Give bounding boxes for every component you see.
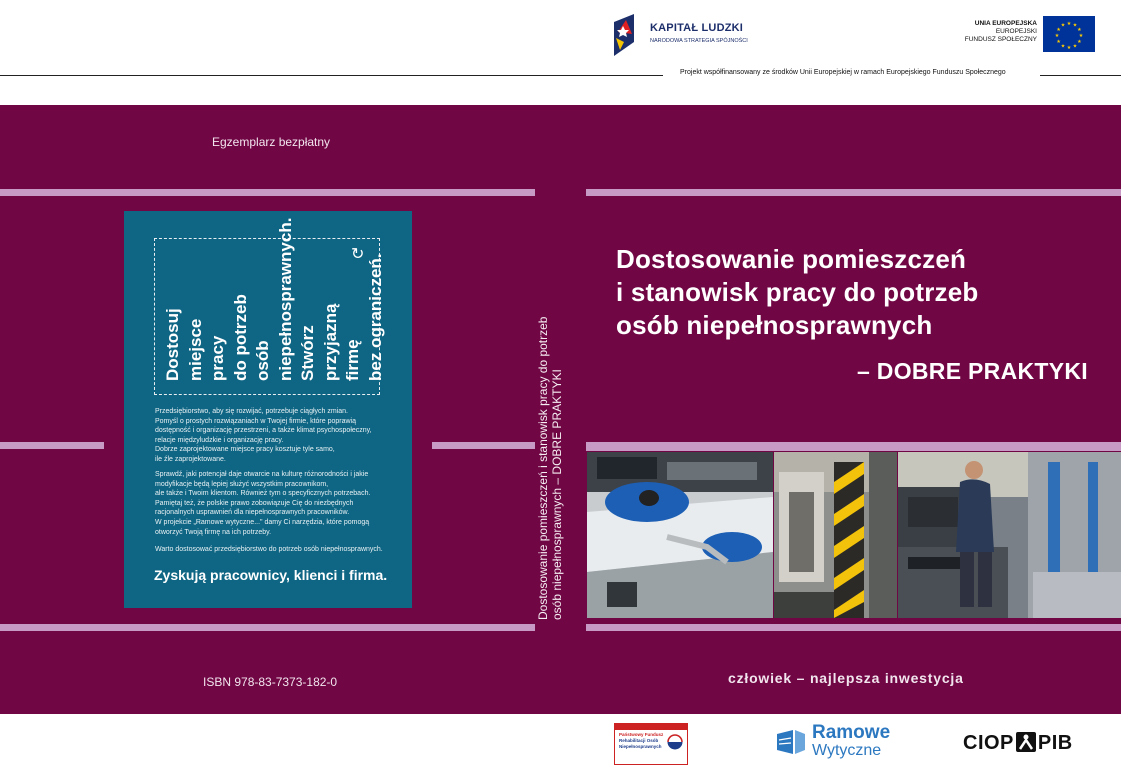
headline-line: miejsce [185, 318, 205, 381]
paragraph-line: ale także i Twoim klientom. Również tym o specyficznych potrzebach. [155, 490, 371, 498]
svg-text:★: ★ [1066, 21, 1072, 27]
paragraph-line: Dobrze zaprojektowane miejsce pracy kosztuje tyle samo, [155, 446, 335, 454]
back-cover-panel [124, 211, 412, 608]
eu-label [965, 20, 1037, 44]
headline-line: do potrzeb [230, 294, 250, 381]
band-bottom-right [586, 624, 1121, 631]
isbn: ISBN 978-83-7373-182-0 [203, 675, 338, 689]
svg-text:★: ★ [1060, 22, 1066, 29]
svg-text:★: ★ [1078, 33, 1084, 39]
ciop-person-icon [1016, 732, 1036, 752]
headline-line: niepełnosprawnych. [275, 217, 295, 381]
pfron-logo [614, 723, 688, 765]
band-mid-left [0, 442, 104, 449]
svg-text:★: ★ [1077, 27, 1082, 33]
title-line: i stanowisk pracy do potrzeb [616, 277, 979, 307]
book-title [616, 243, 978, 342]
header-rule-right [1040, 75, 1121, 76]
paragraph-line: relacje międzyludzkie i organizację pracy. [155, 436, 284, 444]
paragraph-line: Pomyśl o prostych rozwiązaniach w Twojej firmie, które poprawią [155, 417, 357, 425]
panel-paragraph-1 [155, 407, 387, 465]
ramowe-wytyczne-title: Ramowe [812, 722, 891, 743]
band-mid-center [432, 442, 535, 449]
panel-paragraph-2 [155, 470, 387, 537]
photo-office-desk [587, 452, 773, 618]
headline-line: osób [253, 340, 272, 381]
free-copy-label: Egzemplarz bezpłatny [212, 135, 331, 149]
refresh-icon: ↻ [351, 246, 365, 263]
paragraph-line: W projekcie „Ramowe wytyczne..." damy Ci narzędzia, które pomogą [155, 518, 370, 526]
pfron-emblem-icon [667, 734, 683, 750]
svg-text:★: ★ [1056, 39, 1061, 45]
svg-text:★: ★ [1077, 39, 1082, 45]
spine-line-2: osób niepełnosprawnych – DOBRE PRAKTYKI [550, 369, 564, 620]
photo-workshop-column [774, 452, 897, 618]
svg-text:★: ★ [1066, 45, 1072, 51]
paragraph-line: Pamiętaj też, że polskie prawo zobowiązuje Cię do niezbędnych [155, 499, 354, 507]
eu-line-2: EUROPEJSKI [995, 28, 1037, 35]
paragraph-line: racjonalnych usprawnień dla niepełnosprawnych pracowników. [155, 509, 350, 517]
band-mid-right [586, 442, 1121, 451]
paragraph-line: Sprawdź, jaki potencjał daje otwarcie na kulturę różnorodności i jakie [155, 471, 369, 478]
headline-line: pracy [208, 335, 227, 381]
paragraph-line: Przedsiębiorstwo, aby się rozwijać, potrzebuje ciągłych zmian. [155, 408, 348, 415]
header-rule-left [0, 75, 663, 76]
pfron-text [619, 732, 663, 750]
band-top-right [586, 189, 1121, 196]
paragraph-line: modyfikacje będą lepiej służyć wszystkim pracownikom, [155, 480, 329, 488]
headline-line: firmę [343, 339, 362, 381]
headline-line: bez ograniczeń. [365, 253, 385, 381]
band-bottom-left [0, 624, 535, 631]
motto: człowiek – najlepsza inwestycja [728, 670, 964, 686]
svg-text:★: ★ [1054, 33, 1060, 39]
ciop-text: CIOP [963, 732, 1014, 754]
headline-line: Dostosuj [163, 308, 182, 381]
svg-text:★: ★ [1060, 43, 1066, 50]
eu-line-1: UNIA EUROPEJSKA [974, 20, 1037, 27]
band-top-left [0, 189, 535, 196]
pfron-line: Niepełnosprawnych [619, 744, 662, 749]
pib-text: PIB [1037, 732, 1073, 754]
pfron-line: Rehabilitacji Osób [619, 738, 659, 743]
kapital-ludzki-logo [612, 12, 638, 58]
photo-production-worker [898, 452, 1121, 618]
spine-text [536, 316, 564, 620]
spine-line-1: Dostosowanie pomieszczeń i stanowisk pracy do potrzeb [536, 316, 550, 620]
svg-text:★: ★ [1072, 43, 1078, 50]
book-subtitle: – DOBRE PRAKTYKI [857, 358, 1088, 384]
title-line: Dostosowanie pomieszczeń [616, 244, 967, 274]
pfron-bar [615, 724, 687, 730]
kapital-ludzki-title: KAPITAŁ LUDZKI [650, 22, 744, 34]
projekt-note: Projekt współfinansowany ze środków Unii Europejskiej w ramach Europejskiego Funduszu Społecznego [680, 69, 1006, 76]
svg-text:★: ★ [1072, 22, 1078, 29]
title-line: osób niepełnosprawnych [616, 310, 933, 340]
headline-line: przyjazną [320, 303, 340, 381]
panel-slogan: Zyskują pracownicy, klienci i firma. [154, 567, 388, 583]
paragraph-line: dostępność i organizację przestrzeni, a także klimat psychospołeczny, [155, 427, 372, 435]
ramowe-wytyczne-subtitle: Wytyczne [812, 742, 882, 759]
ramowe-wytyczne-icon [775, 726, 807, 758]
eu-flag-icon [1043, 16, 1095, 52]
paragraph-line: otworzyć Twoją firmę na ich potrzeby. [155, 528, 272, 536]
ciop-pib-logo [963, 732, 1073, 755]
eu-line-3: FUNDUSZ SPOŁECZNY [964, 36, 1037, 43]
panel-paragraph-3: Warto dostosować przedsiębiorstwo do potrzeb osób niepełnosprawnych. [155, 546, 383, 553]
pfron-line: Państwowy Fundusz [619, 732, 664, 737]
kapital-ludzki-subtitle: NARODOWA STRATEGIA SPÓJNOŚCI [650, 38, 748, 44]
headline-line: Stwórz [298, 325, 317, 381]
svg-text:★: ★ [1056, 27, 1061, 33]
paragraph-line: ile źle zaprojektowane. [155, 455, 226, 463]
